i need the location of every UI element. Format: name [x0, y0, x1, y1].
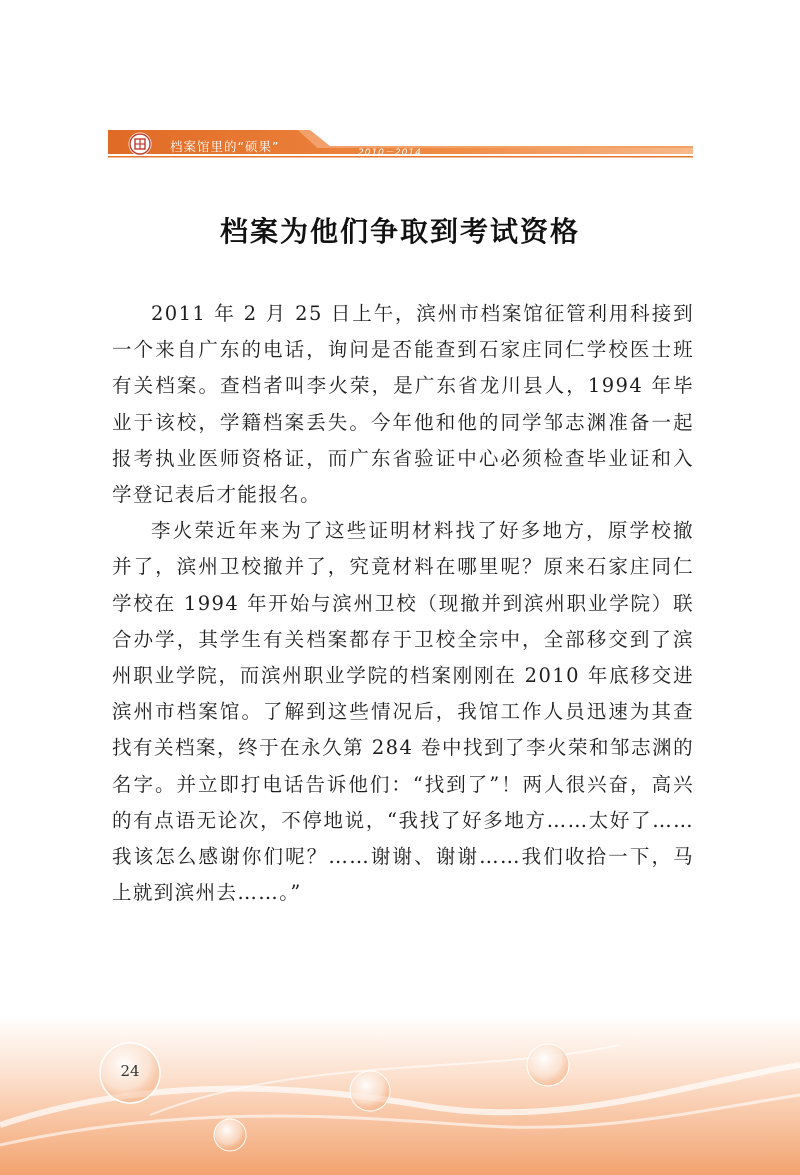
page-number: 24 [120, 1062, 140, 1080]
footer-decoration [0, 1015, 800, 1175]
section-years: 2010－2014 [358, 148, 422, 158]
article-title: 档案为他们争取到考试资格 [219, 215, 580, 248]
article-body [112, 296, 694, 911]
running-header [108, 130, 693, 160]
paragraph: 2011 年 2 月 25 日上午，滨州市档案馆征管利用科接到一个来自广东的电话，询问是否能查到石家庄同仁学校医士班有关档案。查档者叫李火荣，是广东省龙川县人，1994 年毕业于该校，学籍档案丢失。今年他和他的同学邹志渊准备一起报考执业医师资格证，而广东省验证中心必须检查毕业证和入学登记表后才能报名。 [112, 302, 694, 507]
section-title: 档案馆里的“硕果” [170, 139, 280, 154]
emblem-icon [126, 131, 154, 159]
paragraph: 李火荣近年来为了这些证明材料找了好多地方，原学校撤并了，滨州卫校撤并了，究竟材料在哪里呢？原来石家庄同仁学校在 1994 年开始与滨州卫校（现撤并到滨州职业学院）联合办学，其学生有关档案都存于卫校全宗中，全部移交到了滨州职业学院，而滨州职业学院的档案刚刚在 2010 年底移交进滨州市档案馆。了解到这些情况后，我馆工作人员迅速为其查找有关档案，终于在永久第 284 卷中找到了李火荣和邹志渊的名字。并立即打电话告诉他们：“找到了”！两人很兴奋，高兴的有点语无论次，不停地说，“我找了好多地方……太好了……我该怎么感谢你们呢？……谢谢、谢谢……我们收拾一下，马上就到滨州去……。” [112, 519, 694, 905]
